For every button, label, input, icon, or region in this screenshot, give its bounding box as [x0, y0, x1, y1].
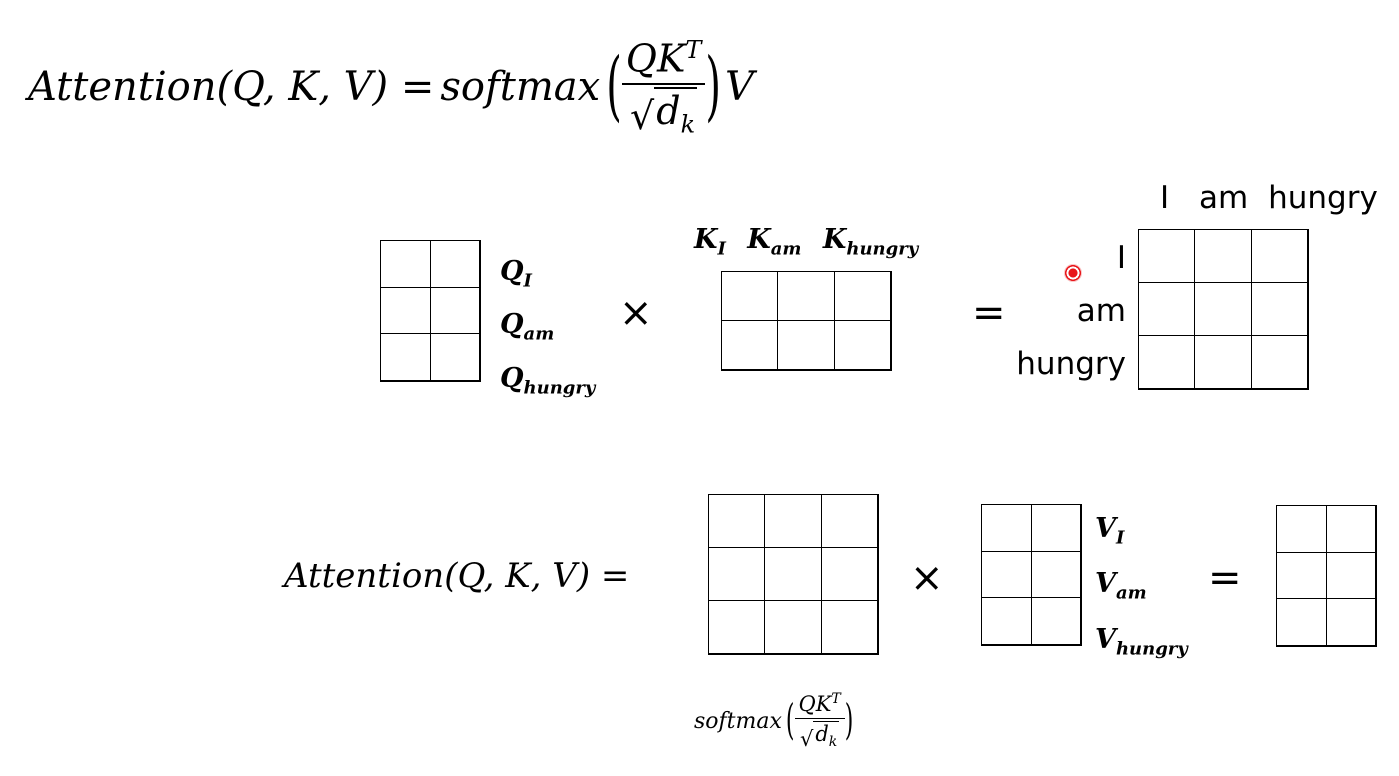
caption-numerator-sup: T	[831, 691, 841, 708]
top-formula-lhs: Attention(Q, K, V) =	[28, 64, 435, 110]
matrix-cell	[777, 271, 834, 321]
top-formula-trailing: V	[724, 64, 754, 110]
matrix-cell	[430, 333, 481, 381]
matrix-cell	[821, 494, 878, 548]
top-formula-softmax: softmax	[440, 64, 601, 110]
matrix-cell	[821, 600, 878, 654]
score-row-label-i: I	[1116, 240, 1126, 276]
matrix-cell	[764, 494, 821, 548]
bottom-formula-lhs: Attention(Q, K, V) =	[284, 556, 630, 596]
matrix-cell	[834, 271, 891, 321]
v-label-am: $V_{am}$	[1095, 568, 1147, 604]
equals-operator-2: =	[1208, 555, 1242, 601]
times-operator-2: ×	[910, 555, 944, 601]
matrix-cell	[1326, 598, 1377, 646]
v-matrix	[981, 504, 1082, 646]
caption-denominator-sub: k	[828, 734, 838, 751]
score-matrix	[1138, 229, 1309, 390]
top-numerator: QK	[625, 36, 686, 81]
matrix-cell	[834, 320, 891, 370]
caption-numerator: QK	[798, 692, 832, 717]
matrix-cell	[1276, 552, 1327, 600]
score-row-label-hungry: hungry	[1016, 346, 1126, 382]
matrix-cell	[1194, 282, 1251, 336]
matrix-cell	[764, 547, 821, 601]
matrix-cell	[708, 494, 765, 548]
caption-fraction	[795, 691, 845, 750]
matrix-cell	[1251, 229, 1308, 283]
top-denominator-base: d	[656, 88, 681, 133]
matrix-cell	[1326, 505, 1377, 553]
matrix-cell	[1138, 282, 1195, 336]
matrix-cell	[1251, 335, 1308, 389]
matrix-cell	[1194, 229, 1251, 283]
score-row-label-am: am	[1076, 293, 1126, 329]
top-left-paren: (	[606, 43, 622, 131]
score-col-label-hungry: hungry	[1268, 180, 1378, 216]
matrix-cell	[430, 287, 481, 335]
matrix-cell	[1194, 335, 1251, 389]
top-right-paren: )	[705, 43, 721, 131]
v-label-i: $V_I$	[1095, 513, 1125, 549]
caption-denominator-base: d	[815, 722, 829, 747]
matrix-cell	[721, 271, 778, 321]
top-fraction	[622, 36, 706, 138]
sqrt-symbol: √	[630, 94, 655, 139]
matrix-cell	[1326, 552, 1377, 600]
matrix-cell	[764, 600, 821, 654]
softmax-caption	[694, 676, 853, 766]
k-label-hungry: $K_{hungry}$	[822, 224, 919, 260]
matrix-cell	[1031, 551, 1082, 599]
k-transpose-matrix	[721, 271, 892, 371]
matrix-cell	[1251, 282, 1308, 336]
q-label-am: $Q_{am}$	[500, 309, 555, 345]
matrix-cell	[1031, 504, 1082, 552]
caption-softmax: softmax	[694, 708, 782, 734]
matrix-cell	[1031, 597, 1082, 645]
matrix-cell	[1276, 598, 1327, 646]
matrix-cell	[821, 547, 878, 601]
k-label-am: $K_{am}$	[747, 224, 802, 260]
caption-right-paren: )	[844, 697, 854, 745]
q-labels	[500, 250, 595, 410]
cursor-pointer-icon	[1064, 264, 1082, 282]
matrix-cell	[1138, 229, 1195, 283]
attention-weights-matrix	[708, 494, 879, 655]
score-row-labels	[990, 232, 1126, 391]
top-numerator-sup: T	[685, 35, 702, 64]
matrix-cell	[380, 287, 431, 335]
matrix-cell	[981, 597, 1032, 645]
matrix-cell	[981, 551, 1032, 599]
caption-left-paren: (	[785, 697, 795, 745]
matrix-cell	[380, 240, 431, 288]
matrix-cell	[1276, 505, 1327, 553]
score-col-label-i: I	[1160, 180, 1170, 216]
score-col-label-am: am	[1199, 180, 1249, 216]
matrix-cell	[430, 240, 481, 288]
output-matrix	[1276, 505, 1377, 647]
matrix-cell	[1138, 335, 1195, 389]
score-col-labels	[1140, 180, 1378, 216]
equals-operator-1: =	[972, 290, 1006, 336]
k-labels	[694, 224, 918, 259]
matrix-cell	[708, 547, 765, 601]
v-label-hungry: $V_{hungry}$	[1095, 623, 1188, 660]
matrix-cell	[721, 320, 778, 370]
matrix-cell	[380, 333, 431, 381]
k-label-i: $K_I$	[694, 224, 726, 260]
q-matrix	[380, 240, 481, 382]
top-attention-formula	[28, 32, 754, 142]
matrix-cell	[981, 504, 1032, 552]
caption-sqrt-symbol: √	[799, 726, 814, 751]
q-label-hungry: $Q_{hungry}$	[500, 362, 596, 399]
top-denominator-sub: k	[680, 110, 696, 139]
q-label-i: $Q_I$	[500, 256, 532, 292]
times-operator-1: ×	[619, 290, 653, 336]
v-labels	[1095, 506, 1188, 672]
matrix-cell	[708, 600, 765, 654]
matrix-cell	[777, 320, 834, 370]
